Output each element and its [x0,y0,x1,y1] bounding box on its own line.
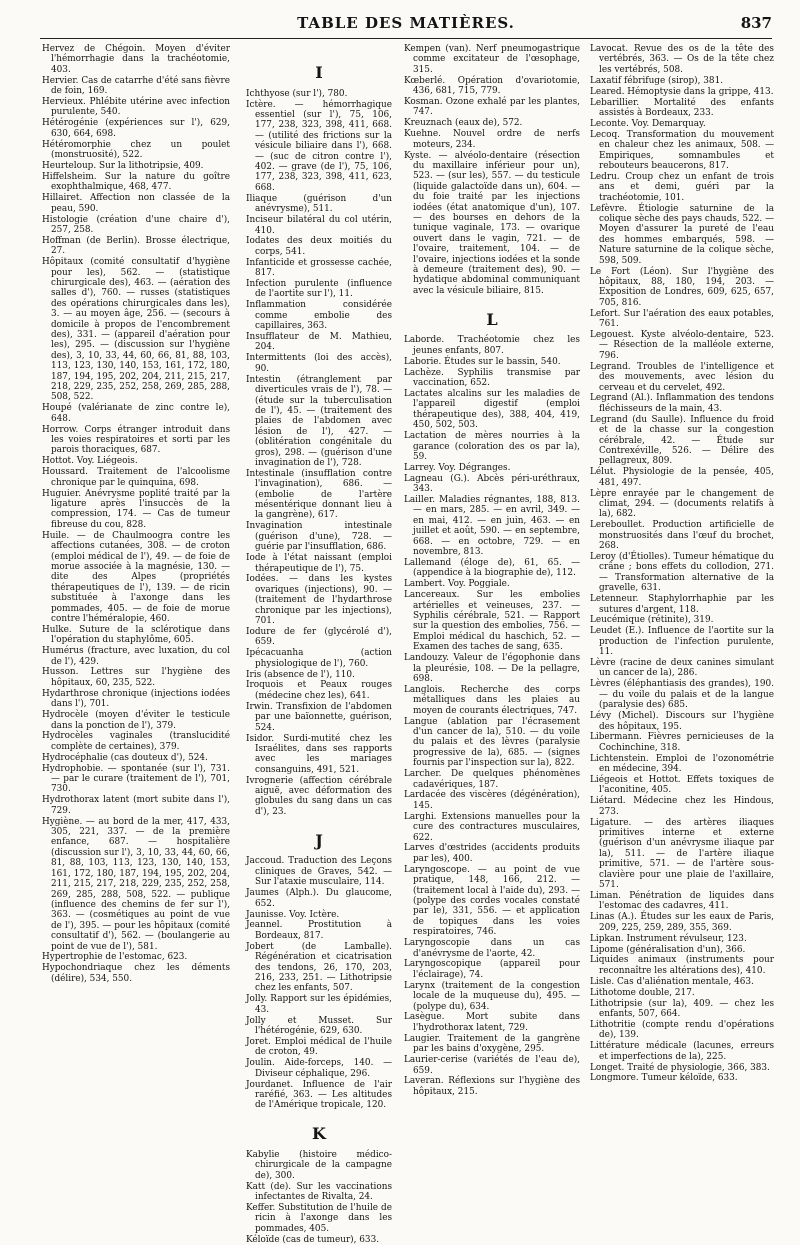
index-entry: Jeannel. Prostitution à Bordeaux, 817. [246,920,392,941]
index-entry: Langlois. Recherche des corps métalliques dans les plaies au moyen de courants électriques, 747. [404,684,580,716]
index-entry: Ledru. Croup chez un enfant de trois ans et demi, guéri par la trachéotomie, 101. [590,171,774,203]
page-header [40,14,772,36]
column-3 [404,44,580,1097]
index-entry: Ivrognerie (affection cérébrale aiguë, avec déformation des globules du sang dans un cas d'), 23. [246,775,392,817]
index-entry: Lithotritie (compte rendu d'opérations de), 139. [590,1019,774,1041]
index-entry: Kyste. — alvéolo-dentaire (résection du maxillaire inférieur pour un), 523. — (sur les), 557. — du testicule (liquide galactoïde dans un), 604. — du foie traité par les injections iodées (état anatomique d'un), 107. — des bourses en dehors de la tunique vaginale, 173. — ovarique ouvert dans le vagin, 721. — de l'ovaire, traitement, 104. — de l'ovaire, injections iodées et la sonde à demeure (traitement des), 90. — hydatique abdominal communiquant avec la vésicule biliaire, 815. [404,150,580,296]
index-entry: Hulke. Suture de la sclérotique dans l'opération du staphylôme, 605. [42,624,230,646]
index-entry: Keffer. Substitution de l'huile de ricin à l'axonge dans les pommades, 405. [246,1202,392,1234]
index-entry: Husson. Lettres sur l'hygiène des hôpitaux, 60, 235, 522. [42,667,230,688]
index-entry: Infection purulente (influence de l'aortite sur l'), 11. [246,279,392,300]
index-entry: Laryngoscopie dans un cas d'anévrysme de l'aorte, 42. [404,938,580,959]
index-entry: Laurier-cerise (variétés de l'eau de), 659. [404,1055,580,1076]
index-entry: Lecoq. Transformation du mouvement en chaleur chez les animaux, 508. — Empiriques, somnambules et rebouteurs beaucerons, 817. [590,129,774,171]
index-entry: Jourdanet. Influence de l'air raréfié, 363. — Les altitudes de l'Amérique tropicale, 120. [246,1079,392,1111]
index-entry: Lèvres (éléphantiasis des grandes), 190. — du voile du palais et de la langue (paralysie des) 685. [590,679,774,711]
index-entry: Longet. Traité de physiologie, 366, 383. [590,1062,770,1073]
index-entry: Legrand (Al.). Inflammation des tendons fléchisseurs de la main, 43. [590,393,774,414]
index-entry: Huile. — de Chaulmoogra contre les affections cutanées, 308. — de croton (emploi médical de l'), 49. — de foie de morue associée à la magnésie, 130. — dite des Alpes (propriétés thérapeutiques de l'), 139. — de ricin substituée à l'axonge dans les pommades, 405. — de foie de morue contre l'héméralopie, 460. [42,530,230,624]
index-entry: Hydrophobie. — spontanée (sur l'), 731. — par le curare (traitement de l'), 701, 730. [42,763,230,795]
index-entry: Lipome (généralisation d'un), 366. [590,944,746,955]
index-entry: Lévy (Michel). Discours sur l'hygiène des hôpitaux, 195. [590,711,774,732]
index-entry: Larghi. Extensions manuelles pour la cure des contractures musculaires, 622. [404,811,580,843]
section-spacer [246,44,392,60]
index-entry: Liquides animaux (instruments pour reconnaître les altérations des), 410. [590,955,774,976]
index-entry: Inciseur bilatéral du col utérin, 410. [246,215,392,236]
index-entry: Laxatif fébrifuge (sirop), 381. [590,75,724,86]
index-entry: Kreuznach (eaux de), 572. [404,118,523,129]
index-entry: Heurteloup. Sur la lithotripsie, 409. [42,160,204,171]
index-entry: Leudet (E.). Influence de l'aortite sur la production de l'infection purulente, 11. [590,626,774,658]
index-entry: Hervieux. Phlébite utérine avec infection purulente, 540. [42,97,230,118]
index-entry: Iodure de fer (glycérolé d'), 659. [246,626,392,648]
index-entry: Hervier. Cas de catarrhe d'été sans fièvre de foin, 169. [42,75,230,97]
index-entry: Letenneur. Staphylorrhaphie par les sutures d'argent, 118. [590,594,774,615]
index-entry: Legouest. Kyste alvéolo-dentaire, 523. — Résection de la malléole externe, 796. [590,329,774,361]
index-entry: Ipécacuanha (action physiologique de l'), 760. [246,648,392,669]
index-entry: Hervez de Chégoin. Moyen d'éviter l'hémorrhagie dans la trachéotomie, 403. [42,44,230,75]
index-entry: Laborie. Études sur le bassin, 540. [404,356,561,367]
index-entry: Infanticide et grossesse cachée, 817. [246,257,392,279]
index-entry: Legrand. Troubles de l'intelligence et des mouvements, avec lésion du cerveau et du cervelet, 492. [590,361,774,393]
index-entry: Lichtenstein. Emploi de l'ozonométrie en médecine, 394. [590,753,774,775]
index-entry: Katt (de). Sur les vaccinations infectantes de Rivalta, 24. [246,1181,392,1203]
index-entry: Iroquois et Peaux rouges (médecine chez les), 641. [246,680,392,701]
index-entry: Irwin. Transfixion de l'abdomen par une baïonnette, guérison, 524. [246,701,392,733]
index-entry: Lasègue. Mort subite dans l'hydrothorax latent, 729. [404,1012,580,1033]
index-entry: Lactation de mères nourries à la garance (coloration des os par la), 59. [404,431,580,462]
index-entry: Larves d'œstrides (accidents produits par les), 400. [404,843,580,864]
index-entry: Kuehne. Nouvel ordre de nerfs moteurs, 234. [404,129,580,150]
index-entry: Kosman. Ozone exhalé par les plantes, 747. [404,97,580,118]
index-entry: Intestinale (insufflation contre l'invagination), 686. — (embolie de l'artère mésentérique donnant lieu à la gangrène), 617. [246,468,392,521]
index-entry: Lèvre (racine de deux canines simulant un cancer de la), 286. [590,658,774,679]
index-entry: Laveran. Réflexions sur l'hygiène des hôpitaux, 215. [404,1076,580,1097]
index-entry: Jolly. Rapport sur les épidémies, 43. [246,994,392,1015]
index-entry: Le Fort (Léon). Sur l'hygiène des hôpitaux, 88, 180, 194, 203. — Exposition de Londres, 609, 625, 657, 705, 816. [590,266,774,308]
index-entry: Hiffelsheim. Sur la nature du goître exophthalmique, 468, 477. [42,171,230,193]
index-entry: Kœberlé. Opération d'ovariotomie, 436, 681, 715, 779. [404,75,580,97]
index-entry: Lancereaux. Sur les embolies artérielles et veineuses, 237. — Syphilis cérébrale, 521. — Rapport sur la question des embolies, 756. — Emploi médical du haschich, 52. — Examen des taches de sang, 635. [404,590,580,653]
index-entry: Hottot. Voy. Liégeois. [42,456,138,467]
index-entry: Leared. Hémoptysie dans la grippe, 413. [590,86,774,97]
index-entry: Leconte. Voy. Demarquay. [590,118,706,129]
index-entry: Lambert. Voy. Poggiale. [404,579,510,590]
index-entry: Lebarillier. Mortalité des enfants assistés à Bordeaux, 233. [590,97,774,118]
section-spacer [246,818,392,828]
index-entry: Hétérogénie (expériences sur l'), 629, 630, 664, 698. [42,118,230,139]
index-entry: Laugier. Traitement de la gangrène par les bains d'oxygène, 295. [404,1033,580,1055]
index-entry: Lefèvre. Étiologie saturnine de la colique sèche des pays chauds, 522. — Moyen d'assurer la pureté de l'eau des hommes embarqués, 598. — Nature saturnine de la colique sèche, 598, 509. [590,203,774,266]
index-entry: Ligature. — des artères iliaques primitives interne et externe (guérison d'un anévrysme iliaque par la), 511. — de l'artère iliaque primitive, 571. — de l'artère sous-clavière pour une plaie de l'axillaire, 571. [590,817,774,891]
index-entry: Kéloïde (cas de tumeur), 633. [246,1234,380,1245]
index-entry: Lithotome double, 217. [590,987,695,998]
index-entry: Intermittents (loi des accès), 90. [246,353,392,374]
index-entry: Jaunisse. Voy. Ictère. [246,909,340,920]
index-entry: Hydrothorax latent (mort subite dans l'), 729. [42,795,230,816]
index-entry: Ictère. — hémorrhagique essentiel (sur l'), 75, 106, 177, 238, 323, 398, 411, 668. — (utilité des frictions sur la vésicule biliaire dans l'), 668. — (suc de citron contre l'), 402. — grave (de l'), 75, 106, 177, 238, 323, 398, 411, 623, 668. [246,99,392,193]
index-entry: Hydrocèle (moyen d'éviter le testicule dans la ponction de l'), 379. [42,710,230,731]
index-entry: Humérus (fracture, avec luxation, du col de l'), 429. [42,646,230,667]
index-entry: Lisle. Cas d'aliénation mentale, 463. [590,976,754,987]
index-entry: Longmore. Tumeur kéloïde, 633. [590,1073,738,1084]
index-entry: Littérature médicale (lacunes, erreurs et imperfections de la), 225. [590,1041,774,1062]
index-entry: Iodées. — dans les kystes ovariques (injections), 90. — (traitement de l'hydarthrose chronique par les injections), 701. [246,574,392,627]
index-entry: Houssard. Traitement de l'alcoolisme chronique par le quinquina, 698. [42,467,230,488]
index-entry: Lefort. Sur l'aération des eaux potables, 761. [590,308,774,330]
index-entry: Lardacée des viscères (dégénération), 145. [404,790,580,811]
index-entry: Lélut. Physiologie de la pensée, 405, 481, 497. [590,467,774,488]
section-spacer [404,297,580,307]
index-entry: Lachèze. Syphilis transmise par vaccination, 652. [404,367,580,389]
index-entry: Histologie (création d'une chaire d'), 257, 258. [42,214,230,235]
index-entry: Hydrocèles vaginales (translucidité complète de certaines), 379. [42,731,230,752]
index-entry: Leroy (d'Étiolles). Tumeur hématique du crâne ; bons effets du collodion, 271. — Transformation alternative de la gravelle, 631. [590,552,774,594]
index-entry: Legrand (du Saulle). Influence du froid et de la chasse sur la congestion cérébrale, 42. — Étude sur Contrexéville, 526. — Délire des pellagreux, 809. [590,414,774,467]
index-entry: Jaumes (Alph.). Du glaucome, 652. [246,888,392,909]
index-entry: Laryngoscopique (appareil pour l'éclairage), 74. [404,959,580,980]
index-entry: Houpé (valérianate de zinc contre le), 648. [42,403,230,424]
section-letter: I [315,63,323,82]
index-entry: Lèpre enrayée par le changement de climat, 294. — (documents relatifs à la), 682. [590,488,774,520]
index-entry: Lactates alcalins sur les maladies de l'appareil digestif (emploi thérapeutique des), 388, 404, 419, 450, 502, 503. [404,389,580,431]
section-letter: J [315,830,323,850]
index-entry: Lithotripsie (sur la), 409. — chez les enfants, 507, 664. [590,998,774,1019]
index-entry: Iliaque (guérison d'un anévrysme), 511. [246,193,392,215]
index-entry: Hydarthrose chronique (injections iodées dans l'), 701. [42,688,230,710]
index-entry: Hôpitaux (comité consultatif d'hygiène pour les), 562. — (statistique chirurgicale des), 463. — (aération des salles d'), 760. — russes (statistiques des opérations chirurgicales dans les), 3. — au moyen âge, 256. — (secours à domicile à propos de l'encombrement des), 331. — (appareil d'aération pour les), 295. — (discussion sur l'hygiène des), 3, 10, 33, 44, 60, 66, 81, 88, 103, 113, 123, 130, 140, 153, 161, 172, 180, 187, 194, 195, 202, 204, 211, 215, 217, 218, 229, 235, 252, 258, 269, 285, 288, 508, 522. [42,257,230,403]
column-1 [42,44,230,1080]
index-entry: Isidor. Surdi-mutité chez les Israélites, dans ses rapports avec les mariages consanguins, 491, 521. [246,733,392,775]
index-entry: Jobert (de Lamballe). Régénération et cicatrisation des tendons, 26, 170, 203, 216, 233, 251. — Lithotripsie chez les enfants, 507. [246,941,392,994]
index-entry: Lavocat. Revue des os de la tête des vertébrés, 363. — Os de la tête chez les vertébrés, 508. [590,44,774,75]
index-entry: Horrow. Corps étranger introduit dans les voies respiratoires et sorti par les parois thoraciques, 687. [42,424,230,456]
index-entry: Hoffman (de Berlin). Brosse électrique, 27. [42,235,230,257]
index-entry: Hypochondriaque chez les déments (délire), 534, 550. [42,963,230,984]
index-entry: Lagneau (G.). Abcès péri-uréthraux, 343. [404,473,580,495]
index-entry: Insufflateur de M. Mathieu, 204. [246,332,392,353]
index-entry: Hypertrophie de l'estomac, 623. [42,952,188,963]
index-entry: Larynx (traitement de la congestion locale de la muqueuse du), 495. — (polype du), 634. [404,980,580,1012]
index-entry: Laryngoscope. — au point de vue pratique, 148, 166, 212. — (traitement local à l'aide du), 293. — (polype des cordes vocales constaté par le), 331, 556. — et application de topiques dans les voies respiratoires, 746. [404,864,580,938]
section-letter: K [312,1124,326,1144]
index-entry: Lallemand (éloge de), 61, 65. — (appendice à la biographie de), 112. [404,558,580,579]
index-entry: Leucémique (rétinite), 319. [590,615,714,626]
column-2 [246,44,392,1245]
index-entry: Invagination intestinale (guérison d'une), 728. — guérie par l'insufflation, 686. [246,521,392,553]
page-title: TABLE DES MATIÈRES. [297,14,515,32]
index-entry: Hygiène. — au bord de la mer, 417, 433, 305, 221, 337. — de la première enfance, 687. — hospitalière (discussion sur l'), 3, 10, 33, 44, 60, 66, 81, 88, 103, 113, 123, 130, 140, 153, 161, 172, 180, 187, 194, 195, 202, 204, 211, 215, 217, 218, 229, 235, 252, 258, 269, 285, 288, 508, 522. — publique (influence des chemins de fer sur l'), 363. — (cosmétiques au point de vue de l'), 395. — pour les hôpitaux (comité consultatif d'), 562. — (boulangerie au point de vue de l'), 581. [42,816,230,952]
index-entry: Ichthyose (sur l'), 780. [246,88,348,99]
page-number: 837 [740,14,772,32]
index-entry: Landouzy. Valeur de l'égophonie dans la pleurésie, 108. — De la pellagre, 698. [404,653,580,684]
index-entry: Liégeois et Hottot. Effets toxiques de l'aconitine, 405. [590,775,774,796]
index-entry: Liman. Pénétration de liquides dans l'estomac des cadavres, 411. [590,891,774,912]
index-entry: Liétard. Médecine chez les Hindous, 273. [590,796,774,817]
index-entry: Joulin. Aide-forceps, 140. — Diviseur céphalique, 296. [246,1058,392,1079]
index-entry: Iodates des deux moitiés du corps, 541. [246,236,392,257]
header-rule [40,38,772,39]
index-entry: Larcher. De quelques phénomènes cadavériques, 187. [404,769,580,790]
index-entry: Inflammation considérée comme embolie des capillaires, 363. [246,300,392,332]
index-entry: Hydrocéphalie (cas douteux d'), 524. [42,752,208,763]
index-entry: Iode à l'état naissant (emploi thérapeutique de l'), 75. [246,553,392,574]
index-entry: Langue (ablation par l'écrasement d'un cancer de la), 510. — du voile du palais et des lèvres (paralysie progressive de la), 685. — (signes fournis par l'inspection sur la), 822. [404,716,580,769]
index-entry: Jolly et Musset. Sur l'hétérogénie, 629, 630. [246,1015,392,1036]
index-entry: Hétéromorphie chez un poulet (monstruosité), 522. [42,139,230,161]
index-entry: Intestin (étranglement par diverticules vrais de l'), 78. — (étude sur la tuberculisation de l'), 45. — (traitement des plaies de l'abdomen avec lésion de l'), 427. — (oblitération congénitale du gros), 298. — (guérison d'une invagination de l'), 728. [246,374,392,468]
index-entry: Lailler. Maladies régnantes, 188, 813. — en mars, 285. — en avril, 349. — en mai, 412. — en juin, 463. — en juillet et août, 590. — en septembre, 668. — en octobre, 729. — en novembre, 813. [404,495,580,558]
index-entry: Kempen (van). Nerf pneumogastrique comme excitateur de l'œsophage, 315. [404,44,580,75]
index-entry: Kabylie (histoire médico-chirurgicale de la campagne de), 300. [246,1149,392,1181]
index-entry: Linas (A.). Études sur les eaux de Paris, 209, 225, 259, 289, 355, 369. [590,912,774,933]
index-entry: Libermann. Fièvres pernicieuses de la Cochinchine, 318. [590,732,774,753]
index-entry: Larrey. Voy. Dégranges. [404,462,511,473]
index-entry: Hillairet. Affection non classée de la peau, 590. [42,193,230,214]
index-entry: Joret. Emploi médical de l'huile de croton, 49. [246,1036,392,1058]
column-4 [590,44,774,1084]
index-entry: Iris (absence de l'), 110. [246,669,355,680]
index-entry: Jaccoud. Traduction des Leçons cliniques de Graves, 542. — Sur l'ataxie musculaire, 114. [246,856,392,888]
index-entry: Lereboullet. Production artificielle de monstruosités dans l'œuf du brochet, 268. [590,520,774,552]
section-spacer [246,1111,392,1121]
index-entry: Laborde. Trachéotomie chez les jeunes enfants, 807. [404,335,580,356]
section-letter: L [486,309,498,329]
index-entry: Lipkan. Instrument révulseur, 123. [590,933,747,944]
index-entry: Huguier. Anévrysme poplité traité par la ligature après l'insuccès de la compression, 174. — Cas de tumeur fibreuse du cou, 828. [42,488,230,530]
